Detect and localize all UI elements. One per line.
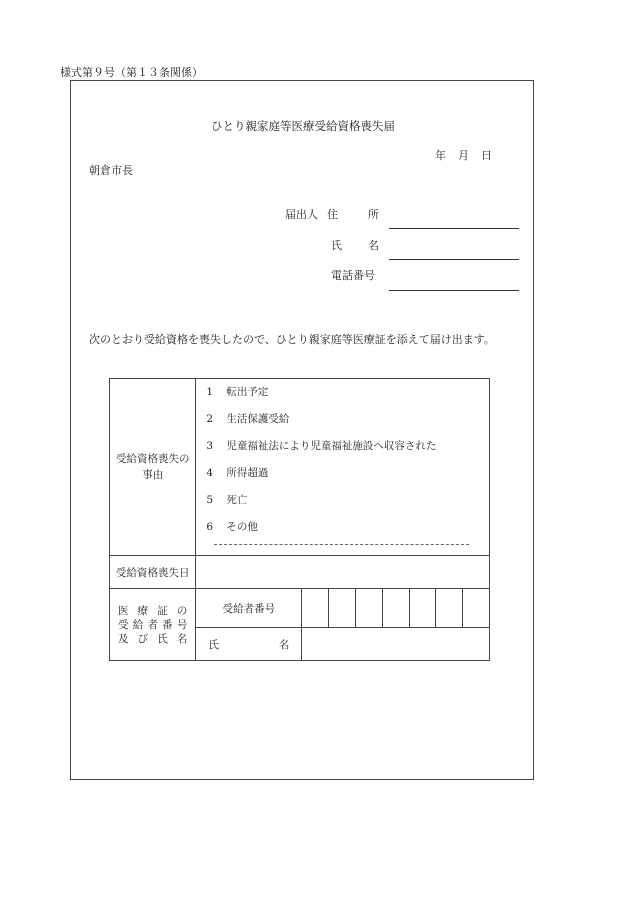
address-input-line[interactable] [389,228,519,229]
loss-date-label: 受給資格喪失日 [110,556,196,589]
reason-item[interactable]: 6 その他 [206,521,258,533]
reason-label-cell: 受給資格喪失の 事由 [110,379,196,556]
certificate-label-cell: 医 療 証 の 受 給 者 番 号 及 び 氏 名 [110,589,196,661]
recipient-number-label: 受給者番号 [196,589,302,628]
recipient-number-digit[interactable] [463,589,490,628]
reason-item[interactable]: 4 所得超過 [206,467,269,479]
month-label: 月 [458,149,469,162]
recipient-number-digit[interactable] [382,589,409,628]
reason-item[interactable]: 2 生活保護受給 [206,413,290,425]
form-frame [70,80,534,780]
year-label: 年 [435,149,446,162]
phone-input-line[interactable] [389,290,519,291]
details-table [109,378,490,661]
statement-text: 次のとおり受給資格を喪失したので、ひとり親家庭等医療証を添えて届け出ます。 [89,333,495,346]
reason-item[interactable]: 3 児童福祉法により児童福祉施設へ収容された [206,440,437,452]
applicant-label: 届出人 [285,208,318,221]
reason-item[interactable]: 5 死亡 [206,494,248,506]
other-reason-line[interactable] [214,544,469,545]
recipient-number-digit[interactable] [302,589,329,628]
addressee: 朝倉市長 [89,164,133,177]
recipient-name-input[interactable] [302,628,490,661]
reason-row [110,379,490,556]
recipient-number-digit[interactable] [329,589,356,628]
recipient-number-digit[interactable] [355,589,382,628]
name-label: 氏 名 [331,239,379,252]
reason-item[interactable]: 1 転出予定 [206,386,269,398]
day-label: 日 [481,149,492,162]
form-number: 様式第９号（第１３条関係） [60,66,203,79]
phone-label: 電話番号 [331,269,375,282]
loss-date-row [110,556,490,589]
reason-list-cell [196,379,490,556]
date-field[interactable] [435,147,492,163]
recipient-number-digit[interactable] [436,589,463,628]
recipient-number-row [110,589,490,628]
address-label: 住 所 [327,208,379,221]
form-title: ひとり親家庭等医療受給資格喪失届 [211,119,395,133]
loss-date-input[interactable] [196,556,490,589]
recipient-name-label: 氏 名 [196,628,302,661]
name-input-line[interactable] [389,259,519,260]
recipient-number-digit[interactable] [409,589,436,628]
